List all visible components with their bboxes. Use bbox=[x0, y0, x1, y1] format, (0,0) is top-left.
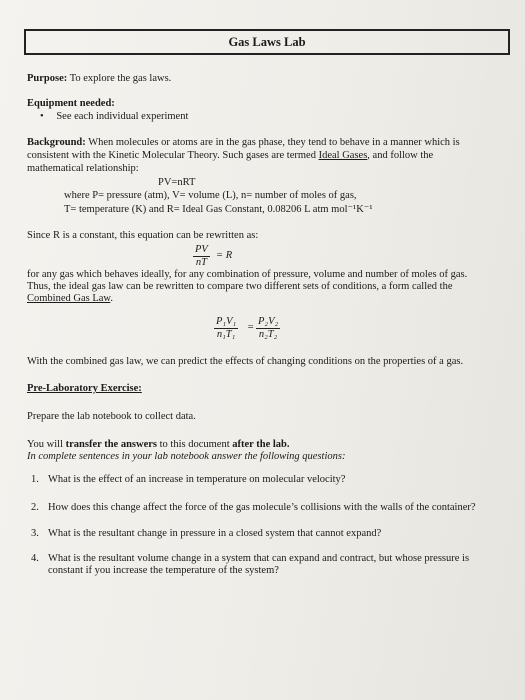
background-text-2: consistent with the Kinetic Molecular Theory. Such gases are termed bbox=[27, 150, 319, 161]
combined-fraction-left bbox=[214, 316, 238, 341]
ideal-line-1: for any gas which behaves ideally, for any combination of pressure, volume and number of moles of gas. bbox=[27, 269, 468, 280]
since-text: Since R is a constant, this equation can be rewritten as: bbox=[27, 230, 259, 241]
purpose-label: Purpose: bbox=[27, 73, 68, 84]
transfer-mid: to this document bbox=[157, 439, 233, 450]
where-line-2: T= temperature (K) and R= Ideal Gas Constant, 0.08206 L atm mol⁻¹K⁻¹ bbox=[64, 204, 373, 215]
equipment-item-text: See each individual experiment bbox=[56, 111, 189, 122]
question-number: 3. bbox=[31, 528, 39, 539]
right-numerator: P₂V₂ bbox=[258, 316, 279, 327]
combined-equals: = bbox=[247, 322, 255, 333]
pv-over-nt-fraction bbox=[193, 244, 210, 269]
question-4 bbox=[31, 553, 501, 579]
question-text: How does this change affect the force of the gas molecule’s collisions with the walls of the container? bbox=[48, 502, 476, 513]
pre-lab-heading: Pre-Laboratory Exercise: bbox=[27, 383, 142, 394]
equipment-label: Equipment needed: bbox=[27, 98, 115, 109]
period: . bbox=[110, 293, 113, 304]
transfer-bold: transfer the answers bbox=[65, 439, 157, 450]
prepare-text: Prepare the lab notebook to collect data. bbox=[27, 411, 196, 422]
page-title: Gas Laws Lab bbox=[24, 29, 510, 55]
question-number: 1. bbox=[31, 474, 39, 485]
left-denominator: n₁T₁ bbox=[216, 329, 236, 340]
background-text-2-end: , and follow the bbox=[367, 150, 434, 161]
ideal-gas-equation: PV=nRT bbox=[158, 177, 196, 188]
background-line-2 bbox=[27, 150, 433, 161]
where-line-1: where P= pressure (atm), V= volume (L), n= number of moles of gas, bbox=[64, 190, 357, 201]
right-denominator: n₂T₂ bbox=[258, 329, 278, 340]
combined-fraction-right bbox=[256, 316, 280, 341]
question-text: What is the resultant change in pressure in a closed system that cannot expand? bbox=[48, 528, 382, 539]
purpose-line bbox=[27, 73, 171, 84]
background-label: Background: bbox=[27, 137, 86, 148]
combined-gas-law-term: Combined Gas Law bbox=[27, 293, 111, 304]
equipment-item bbox=[40, 111, 188, 122]
background-line-3: mathematical relationship: bbox=[27, 163, 139, 174]
combined-gas-law-line bbox=[27, 293, 113, 304]
left-numerator: P₁V₁ bbox=[216, 316, 237, 327]
ideal-line-2: Thus, the ideal gas law can be rewritten to compare two different sets of conditions, a form called the bbox=[27, 281, 453, 292]
question-number: 4. bbox=[31, 553, 39, 564]
transfer-bold-2: after the lab. bbox=[232, 439, 290, 450]
background-text-1: When molecules or atoms are in the gas phase, they tend to behave in a manner which is bbox=[88, 137, 460, 148]
question-text: What is the effect of an increase in temperature on molecular velocity? bbox=[48, 474, 346, 485]
question-text: What is the resultant volume change in a system that can expand and contract, but whose pressure is constant if you increase the temperature of the system? bbox=[48, 553, 470, 576]
ideal-gases-term: Ideal Gases bbox=[318, 150, 368, 161]
transfer-line bbox=[27, 439, 290, 450]
background-line-1 bbox=[27, 137, 460, 148]
question-number: 2. bbox=[31, 502, 39, 513]
purpose-text: To explore the gas laws. bbox=[69, 73, 172, 84]
combined-gas-law-text: With the combined gas law, we can predict the effects of changing conditions on the properties of a gas. bbox=[27, 356, 464, 367]
instructions-text: In complete sentences in your lab notebook answer the following questions: bbox=[27, 451, 346, 462]
bullet-icon: • bbox=[40, 111, 44, 122]
equals-r: = R bbox=[216, 250, 233, 261]
transfer-pre: You will bbox=[27, 439, 66, 450]
fraction-denominator: nT bbox=[195, 257, 207, 268]
fraction-numerator: PV bbox=[195, 244, 208, 255]
